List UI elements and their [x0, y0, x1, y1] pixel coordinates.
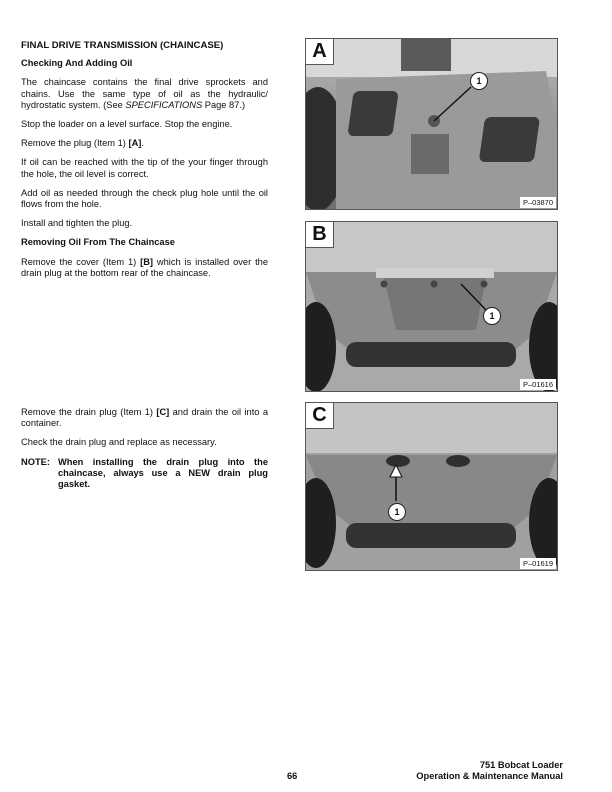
- text-column-lower: [21, 407, 268, 490]
- para7-end: which is installed over the drain plug at the bottom rear of the chaincase.: [21, 256, 268, 278]
- paragraph-remove-drain-plug: [21, 407, 268, 429]
- figure-ref-c: [C]: [156, 407, 170, 417]
- paragraph-add-oil: Add oil as needed through the check plug hole until the oil flows from the hole.: [21, 187, 268, 210]
- footer-model: 751 Bobcat Loader: [479, 760, 563, 770]
- paragraph-stop-loader: Stop the loader on a level surface. Stop the engine.: [21, 119, 233, 130]
- paragraph-remove-cover: [21, 257, 268, 279]
- para3-end: .: [141, 138, 144, 149]
- figure-a-callout: 1: [470, 72, 488, 90]
- para8-text: Remove the drain plug (Item 1): [21, 407, 157, 417]
- page-number: 66: [287, 771, 298, 781]
- figure-b: [305, 221, 558, 392]
- note-text: When installing the drain plug into the chaincase, always use a NEW drain plug gasket.: [58, 456, 268, 490]
- figure-c-callout: 1: [388, 503, 406, 521]
- paragraph-install-plug: Install and tighten the plug.: [21, 218, 133, 229]
- para3-text: Remove the plug (Item 1): [21, 138, 129, 149]
- manual-footer: [416, 760, 563, 782]
- figure-c-letter: C: [306, 403, 334, 429]
- removing-heading: Removing Oil From The Chaincase: [21, 237, 175, 248]
- figure-b-callout: 1: [483, 307, 501, 325]
- paragraph-check-drain-plug: Check the drain plug and replace as necessary.: [21, 437, 217, 448]
- figure-c-code: P–01619: [520, 558, 556, 569]
- para7-text: Remove the cover (Item 1): [21, 256, 141, 267]
- figure-c: [305, 402, 558, 571]
- figure-a-photo: [306, 39, 557, 209]
- figure-a-code: P–03870: [520, 197, 556, 208]
- figure-a-letter: A: [306, 39, 334, 65]
- figure-ref-b: [B]: [140, 256, 154, 267]
- specifications-ref: SPECIFICATIONS: [125, 99, 203, 110]
- figure-b-code: P–01616: [520, 379, 556, 390]
- checking-heading: Checking And Adding Oil: [21, 58, 133, 69]
- para1-page-ref: Page 87.): [202, 99, 246, 110]
- note-block: [21, 457, 268, 491]
- paragraph-oil-level: If oil can be reached with the tip of the your finger through the hole, the oil level is correct.: [21, 157, 268, 179]
- para8-end: and drain the oil into a container.: [21, 407, 268, 429]
- figure-a: [305, 38, 558, 210]
- footer-manual-title: Operation & Maintenance Manual: [416, 771, 563, 781]
- paragraph-chaincase-oil: [21, 77, 268, 111]
- section-title: FINAL DRIVE TRANSMISSION (CHAINCASE): [21, 40, 224, 51]
- figure-b-photo: [306, 222, 557, 391]
- figure-b-letter: B: [306, 222, 334, 248]
- para1-text: The chaincase contains the final drive sprockets and chains. Use the same type of oil as the hydraulic/ hydrostatic system. (See: [21, 77, 268, 110]
- figure-ref-a: [A]: [128, 138, 142, 149]
- text-column: [21, 40, 268, 279]
- figure-c-photo: [306, 403, 557, 570]
- paragraph-remove-plug: [21, 138, 268, 149]
- note-label: NOTE:: [21, 456, 50, 467]
